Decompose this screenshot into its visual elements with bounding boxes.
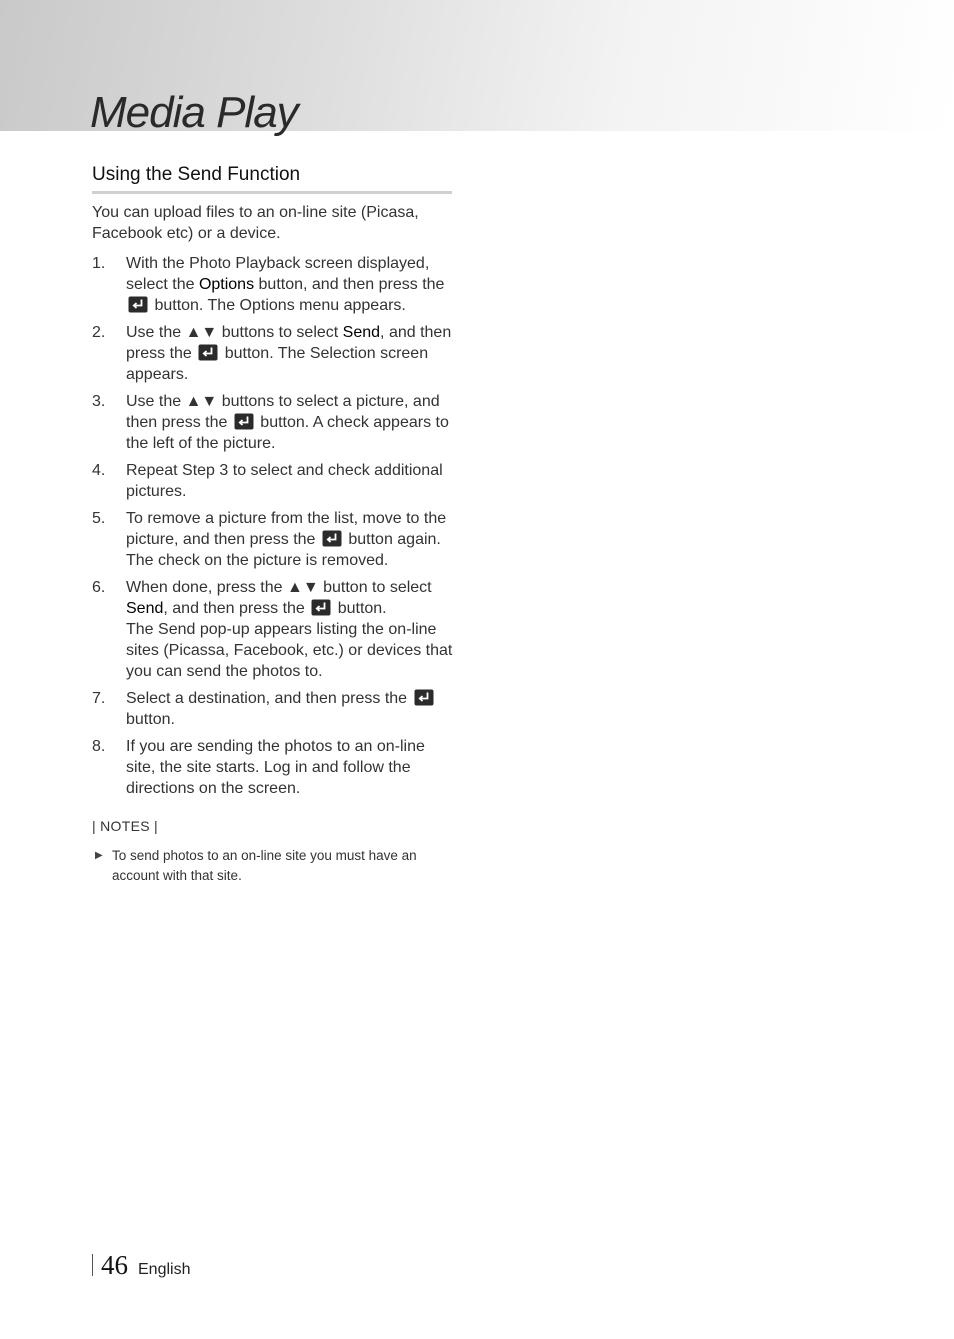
- step-number: 5.: [92, 510, 106, 527]
- step-item: [92, 253, 454, 316]
- section-intro: You can upload files to an on-line site (Picasa, Facebook etc) or a device.: [92, 204, 419, 242]
- footer-language: English: [138, 1261, 191, 1278]
- note-text: To send photos to an on-line site you must have an account with that site.: [112, 848, 417, 883]
- step-number: 1.: [92, 255, 106, 272]
- menu-term: Send: [126, 600, 164, 617]
- step-text: Repeat Step 3 to select and check additional pictures.: [126, 462, 443, 500]
- step-text: Select a destination, and then press the button.: [126, 690, 436, 728]
- page-footer: [92, 1250, 190, 1280]
- section-title: Using the Send Function: [92, 164, 452, 194]
- steps-list: [92, 253, 454, 805]
- step-number: 3.: [92, 393, 106, 410]
- step-item: [92, 688, 454, 730]
- step-item: [92, 460, 454, 502]
- step-text: If you are sending the photos to an on-line site, the site starts. Log in and follow the directions on the screen.: [126, 738, 425, 797]
- step-item: [92, 391, 454, 454]
- menu-term: Options: [198, 276, 255, 293]
- enter-button-icon: [234, 413, 254, 430]
- enter-button-icon: [322, 530, 342, 547]
- step-item: [92, 736, 454, 799]
- step-text: With the Photo Playback screen displayed, select the Options button, and then press the button. The Options menu appears.: [126, 255, 445, 314]
- enter-button-icon: [128, 296, 148, 313]
- triangle-bullet-icon: ▶: [95, 850, 103, 861]
- step-text: To remove a picture from the list, move to the picture, and then press the button again. The check on the picture is removed.: [126, 510, 447, 569]
- step-number: 7.: [92, 690, 106, 707]
- notes-list: [92, 846, 432, 886]
- step-text: When done, press the ▲▼ button to select Send, and then press the button. The Send pop-up appears listing the on-line sites (Picassa, Facebook, etc.) or devices that you can send the photos to.: [126, 579, 453, 680]
- step-item: [92, 322, 454, 385]
- step-number: 4.: [92, 462, 106, 479]
- step-number: 2.: [92, 324, 106, 341]
- step-number: 8.: [92, 738, 106, 755]
- step-number: 6.: [92, 579, 106, 596]
- notes-heading: | NOTES |: [92, 818, 158, 834]
- enter-button-icon: [311, 599, 331, 616]
- step-item: [92, 577, 454, 682]
- step-text: Use the ▲▼ buttons to select a picture, and then press the button. A check appears to the left of the picture.: [126, 393, 449, 452]
- chapter-title: Media Play: [90, 88, 298, 137]
- enter-button-icon: [414, 689, 434, 706]
- step-item: [92, 508, 454, 571]
- page-number: 46: [101, 1250, 128, 1280]
- footer-divider: [92, 1254, 93, 1276]
- step-text: Use the ▲▼ buttons to select Send, and then press the button. The Selection screen appears.: [126, 324, 452, 383]
- note-item: [92, 846, 432, 886]
- menu-term: Send: [342, 324, 381, 341]
- enter-button-icon: [198, 344, 218, 361]
